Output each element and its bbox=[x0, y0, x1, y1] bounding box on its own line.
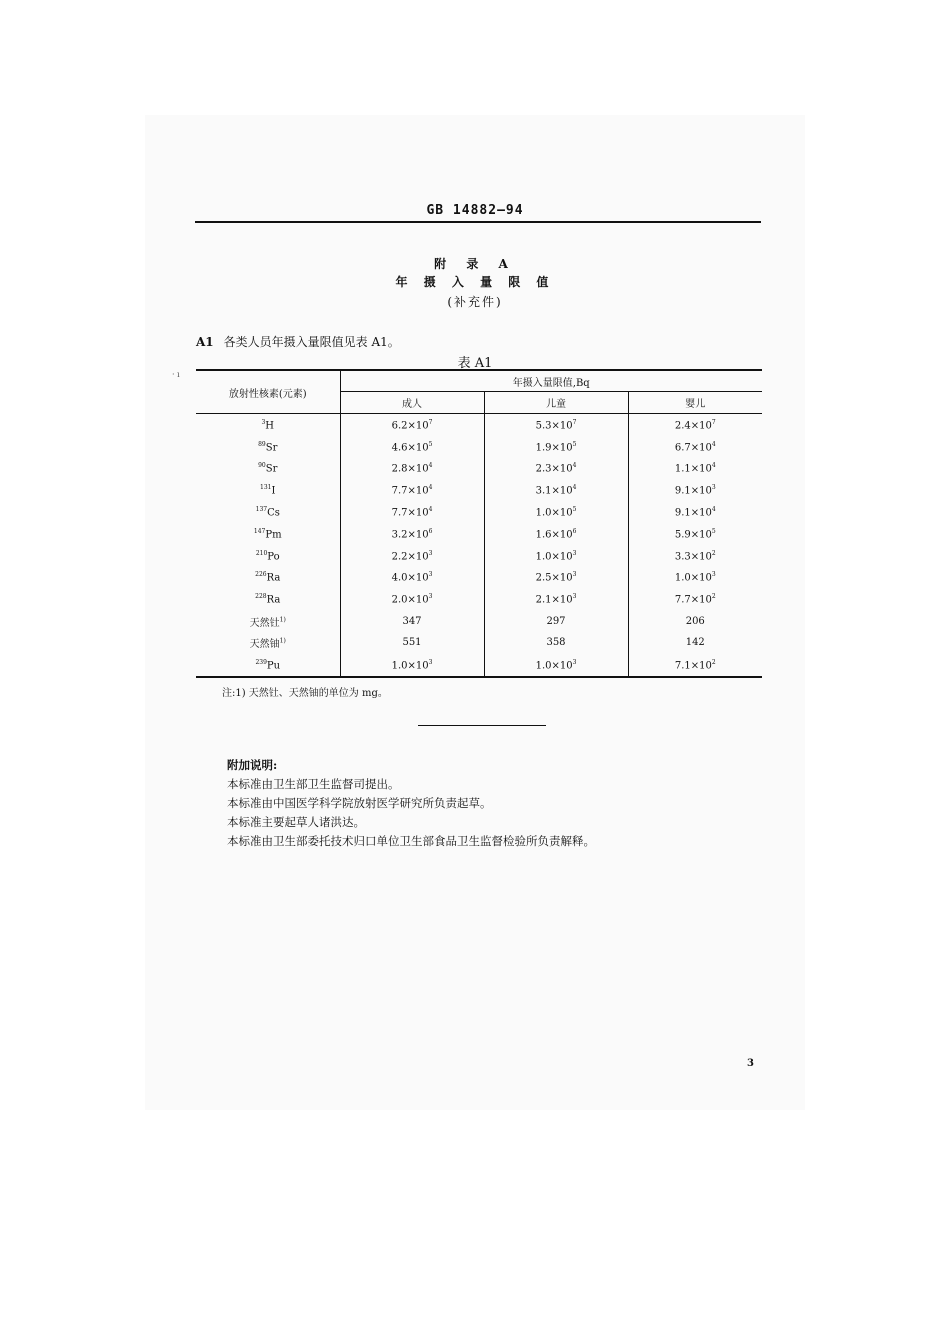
table-row bbox=[196, 610, 762, 632]
times-ten: ×10 bbox=[690, 529, 712, 541]
nuclide-symbol: Sr bbox=[265, 463, 278, 475]
mass-number: 147 bbox=[253, 527, 266, 535]
nuclide-symbol: H bbox=[265, 420, 275, 432]
remarks-heading: 附加说明: bbox=[227, 758, 278, 772]
value-mantissa: 142 bbox=[685, 637, 705, 649]
value-cell-infant bbox=[628, 588, 762, 610]
table-row bbox=[196, 567, 762, 589]
nuclide-symbol: Pm bbox=[265, 529, 282, 541]
value-mantissa: 358 bbox=[546, 637, 566, 649]
appendix-note: (补充件) bbox=[447, 295, 503, 309]
value-cell-child bbox=[484, 479, 628, 501]
table-footnote: 注:1) 天然钍、天然铀的单位为 mg。 bbox=[222, 688, 388, 699]
times-ten: ×10 bbox=[407, 441, 429, 453]
value-exponent: 5 bbox=[572, 505, 577, 513]
table-row bbox=[196, 436, 762, 458]
times-ten: ×10 bbox=[690, 594, 712, 606]
value-exponent: 3 bbox=[428, 593, 433, 601]
value-mantissa: 206 bbox=[685, 615, 705, 627]
value-exponent: 4 bbox=[711, 462, 716, 470]
value-exponent: 5 bbox=[711, 527, 716, 535]
value-cell-child bbox=[484, 654, 628, 677]
value-exponent: 4 bbox=[428, 484, 433, 492]
footnote-marker: 1) bbox=[279, 616, 286, 624]
value-exponent: 4 bbox=[428, 505, 433, 513]
value-cell-adult bbox=[340, 545, 484, 567]
value-mantissa: 1.0 bbox=[535, 550, 552, 562]
nuclide-cell bbox=[196, 545, 340, 567]
value-cell-adult bbox=[340, 479, 484, 501]
value-mantissa: 4.6 bbox=[391, 441, 408, 453]
table-row bbox=[196, 458, 762, 480]
value-mantissa: 1.0 bbox=[391, 659, 408, 671]
value-mantissa: 2.4 bbox=[674, 420, 691, 432]
value-exponent: 4 bbox=[572, 462, 577, 470]
value-cell-adult bbox=[340, 523, 484, 545]
nuclide-cell bbox=[196, 436, 340, 458]
nuclide-symbol: Ra bbox=[266, 572, 281, 584]
clause-text: 各类人员年摄入量限值见表 A1。 bbox=[223, 335, 400, 349]
value-cell-child bbox=[484, 501, 628, 523]
times-ten: ×10 bbox=[407, 463, 429, 475]
value-cell-adult bbox=[340, 588, 484, 610]
value-mantissa: 7.7 bbox=[391, 485, 408, 497]
nuclide-symbol: Sr bbox=[265, 441, 278, 453]
nuclide-cell bbox=[196, 610, 340, 632]
value-cell-adult bbox=[340, 632, 484, 654]
value-mantissa: 7.1 bbox=[674, 659, 691, 671]
value-mantissa: 297 bbox=[546, 615, 566, 627]
value-mantissa: 551 bbox=[402, 637, 422, 649]
value-mantissa: 1.6 bbox=[535, 529, 552, 541]
nuclide-symbol: 天然钍 bbox=[249, 617, 280, 629]
value-cell-infant bbox=[628, 414, 762, 436]
times-ten: ×10 bbox=[551, 659, 573, 671]
value-cell-infant bbox=[628, 610, 762, 632]
clause-a1 bbox=[196, 333, 400, 350]
nuclide-cell bbox=[196, 523, 340, 545]
nuclide-symbol: I bbox=[271, 485, 276, 497]
value-mantissa: 5.9 bbox=[674, 529, 691, 541]
value-mantissa: 9.1 bbox=[674, 507, 691, 519]
value-cell-child bbox=[484, 567, 628, 589]
value-cell-child bbox=[484, 436, 628, 458]
value-exponent: 2 bbox=[711, 549, 716, 557]
page-number: 3 bbox=[747, 1058, 754, 1069]
times-ten: ×10 bbox=[551, 463, 573, 475]
table-row bbox=[196, 479, 762, 501]
standard-code: GB 14882—94 bbox=[426, 203, 524, 218]
times-ten: ×10 bbox=[407, 659, 429, 671]
value-mantissa: 3.1 bbox=[535, 485, 552, 497]
appendix-subtitle: 年 摄 入 量 限 值 bbox=[395, 275, 555, 289]
column-header-child: 儿童 bbox=[484, 392, 628, 414]
value-exponent: 3 bbox=[572, 658, 577, 666]
value-mantissa: 6.7 bbox=[674, 441, 691, 453]
value-exponent: 2 bbox=[711, 593, 716, 601]
nuclide-cell bbox=[196, 501, 340, 523]
value-exponent: 3 bbox=[428, 549, 433, 557]
mass-number: 131 bbox=[260, 484, 272, 492]
times-ten: ×10 bbox=[551, 441, 573, 453]
value-cell-infant bbox=[628, 458, 762, 480]
value-exponent: 7 bbox=[428, 418, 433, 426]
value-cell-infant bbox=[628, 545, 762, 567]
table-row bbox=[196, 523, 762, 545]
value-mantissa: 2.0 bbox=[391, 594, 408, 606]
times-ten: ×10 bbox=[690, 572, 712, 584]
additional-remarks bbox=[227, 756, 595, 851]
table-row bbox=[196, 588, 762, 610]
nuclide-cell bbox=[196, 479, 340, 501]
nuclide-cell bbox=[196, 458, 340, 480]
value-mantissa: 2.1 bbox=[535, 594, 552, 606]
value-mantissa: 2.8 bbox=[391, 463, 408, 475]
times-ten: ×10 bbox=[407, 420, 429, 432]
margin-mark: · ı bbox=[172, 370, 180, 379]
section-divider bbox=[418, 725, 546, 726]
intake-limit-group-header: 年摄入量限值,Bq bbox=[340, 370, 762, 392]
value-mantissa: 1.9 bbox=[535, 441, 552, 453]
times-ten: ×10 bbox=[690, 507, 712, 519]
times-ten: ×10 bbox=[407, 507, 429, 519]
table-row bbox=[196, 654, 762, 677]
value-exponent: 4 bbox=[711, 505, 716, 513]
value-mantissa: 3.3 bbox=[674, 550, 691, 562]
value-exponent: 3 bbox=[711, 484, 716, 492]
value-cell-child bbox=[484, 588, 628, 610]
mass-number: 137 bbox=[255, 505, 268, 513]
value-cell-adult bbox=[340, 501, 484, 523]
nuclide-symbol: Cs bbox=[267, 507, 280, 519]
value-cell-adult bbox=[340, 654, 484, 677]
times-ten: ×10 bbox=[690, 420, 712, 432]
column-header-infant: 婴儿 bbox=[628, 392, 762, 414]
value-mantissa: 347 bbox=[402, 615, 422, 627]
nuclide-symbol: Pu bbox=[266, 659, 281, 671]
value-cell-infant bbox=[628, 479, 762, 501]
value-exponent: 2 bbox=[711, 658, 716, 666]
value-cell-infant bbox=[628, 567, 762, 589]
times-ten: ×10 bbox=[551, 529, 573, 541]
mass-number: 3 bbox=[261, 418, 266, 426]
remarks-line: 本标准由中国医学科学院放射医学研究所负责起草。 bbox=[227, 796, 492, 810]
times-ten: ×10 bbox=[690, 463, 712, 475]
remarks-line: 本标准由卫生部卫生监督司提出。 bbox=[227, 777, 400, 791]
value-mantissa: 1.0 bbox=[674, 572, 691, 584]
value-cell-adult bbox=[340, 567, 484, 589]
value-mantissa: 5.3 bbox=[535, 420, 552, 432]
header-rule bbox=[195, 221, 761, 223]
value-cell-adult bbox=[340, 458, 484, 480]
times-ten: ×10 bbox=[551, 507, 573, 519]
value-exponent: 3 bbox=[572, 593, 577, 601]
nuclide-cell bbox=[196, 654, 340, 677]
mass-number: 89 bbox=[258, 440, 266, 448]
times-ten: ×10 bbox=[551, 420, 573, 432]
value-exponent: 7 bbox=[572, 418, 577, 426]
value-exponent: 3 bbox=[572, 549, 577, 557]
times-ten: ×10 bbox=[690, 659, 712, 671]
value-mantissa: 7.7 bbox=[674, 594, 691, 606]
value-cell-child bbox=[484, 610, 628, 632]
value-mantissa: 3.2 bbox=[391, 529, 408, 541]
times-ten: ×10 bbox=[407, 594, 429, 606]
times-ten: ×10 bbox=[407, 485, 429, 497]
nuclide-symbol: Po bbox=[267, 550, 280, 562]
value-cell-child bbox=[484, 632, 628, 654]
value-mantissa: 2.3 bbox=[535, 463, 552, 475]
remarks-line: 本标准主要起草人诸洪达。 bbox=[227, 815, 365, 829]
value-mantissa: 2.5 bbox=[535, 572, 552, 584]
value-exponent: 6 bbox=[572, 527, 577, 535]
column-header-adult: 成人 bbox=[340, 392, 484, 414]
value-cell-adult bbox=[340, 414, 484, 436]
value-exponent: 7 bbox=[711, 418, 716, 426]
value-exponent: 4 bbox=[572, 484, 577, 492]
times-ten: ×10 bbox=[690, 441, 712, 453]
value-mantissa: 1.1 bbox=[674, 463, 691, 475]
mass-number: 90 bbox=[258, 462, 266, 470]
value-cell-child bbox=[484, 458, 628, 480]
times-ten: ×10 bbox=[407, 572, 429, 584]
value-cell-child bbox=[484, 414, 628, 436]
value-exponent: 6 bbox=[428, 527, 433, 535]
mass-number: 228 bbox=[255, 593, 267, 601]
nuclide-cell bbox=[196, 632, 340, 654]
times-ten: ×10 bbox=[690, 485, 712, 497]
value-exponent: 4 bbox=[711, 440, 716, 448]
value-exponent: 3 bbox=[428, 571, 433, 579]
footnote-marker: 1) bbox=[279, 638, 286, 646]
value-cell-infant bbox=[628, 436, 762, 458]
times-ten: ×10 bbox=[407, 529, 429, 541]
times-ten: ×10 bbox=[551, 572, 573, 584]
value-mantissa: 7.7 bbox=[391, 507, 408, 519]
value-exponent: 5 bbox=[572, 440, 577, 448]
value-mantissa: 2.2 bbox=[391, 550, 408, 562]
table-row bbox=[196, 545, 762, 567]
mass-number: 226 bbox=[255, 571, 267, 579]
value-exponent: 3 bbox=[711, 571, 716, 579]
value-cell-infant bbox=[628, 654, 762, 677]
mass-number: 239 bbox=[255, 658, 267, 666]
times-ten: ×10 bbox=[551, 594, 573, 606]
value-cell-infant bbox=[628, 523, 762, 545]
value-mantissa: 6.2 bbox=[391, 420, 408, 432]
table-row bbox=[196, 501, 762, 523]
value-exponent: 3 bbox=[428, 658, 433, 666]
value-cell-child bbox=[484, 523, 628, 545]
table-row bbox=[196, 414, 762, 436]
times-ten: ×10 bbox=[551, 485, 573, 497]
table-caption: 表 A1 bbox=[457, 356, 493, 371]
value-mantissa: 9.1 bbox=[674, 485, 691, 497]
value-exponent: 5 bbox=[428, 440, 433, 448]
times-ten: ×10 bbox=[407, 550, 429, 562]
times-ten: ×10 bbox=[551, 550, 573, 562]
value-cell-child bbox=[484, 545, 628, 567]
nuclide-symbol: 天然铀 bbox=[249, 639, 280, 651]
table-body bbox=[196, 414, 762, 677]
value-cell-infant bbox=[628, 501, 762, 523]
value-mantissa: 1.0 bbox=[535, 507, 552, 519]
value-exponent: 3 bbox=[572, 571, 577, 579]
value-exponent: 4 bbox=[428, 462, 433, 470]
nuclide-column-header: 放射性核素(元素) bbox=[196, 370, 340, 414]
value-cell-infant bbox=[628, 632, 762, 654]
table-row bbox=[196, 632, 762, 654]
clause-number: A1 bbox=[196, 335, 214, 349]
mass-number: 210 bbox=[255, 549, 268, 557]
nuclide-symbol: Ra bbox=[266, 594, 281, 606]
value-cell-adult bbox=[340, 436, 484, 458]
remarks-line: 本标准由卫生部委托技术归口单位卫生部食品卫生监督检验所负责解释。 bbox=[227, 834, 595, 848]
value-cell-adult bbox=[340, 610, 484, 632]
nuclide-cell bbox=[196, 588, 340, 610]
nuclide-cell bbox=[196, 414, 340, 436]
value-mantissa: 1.0 bbox=[535, 659, 552, 671]
intake-limit-table bbox=[196, 369, 762, 678]
nuclide-cell bbox=[196, 567, 340, 589]
times-ten: ×10 bbox=[690, 550, 712, 562]
value-mantissa: 4.0 bbox=[391, 572, 408, 584]
appendix-title: 附 录 A bbox=[434, 257, 516, 271]
